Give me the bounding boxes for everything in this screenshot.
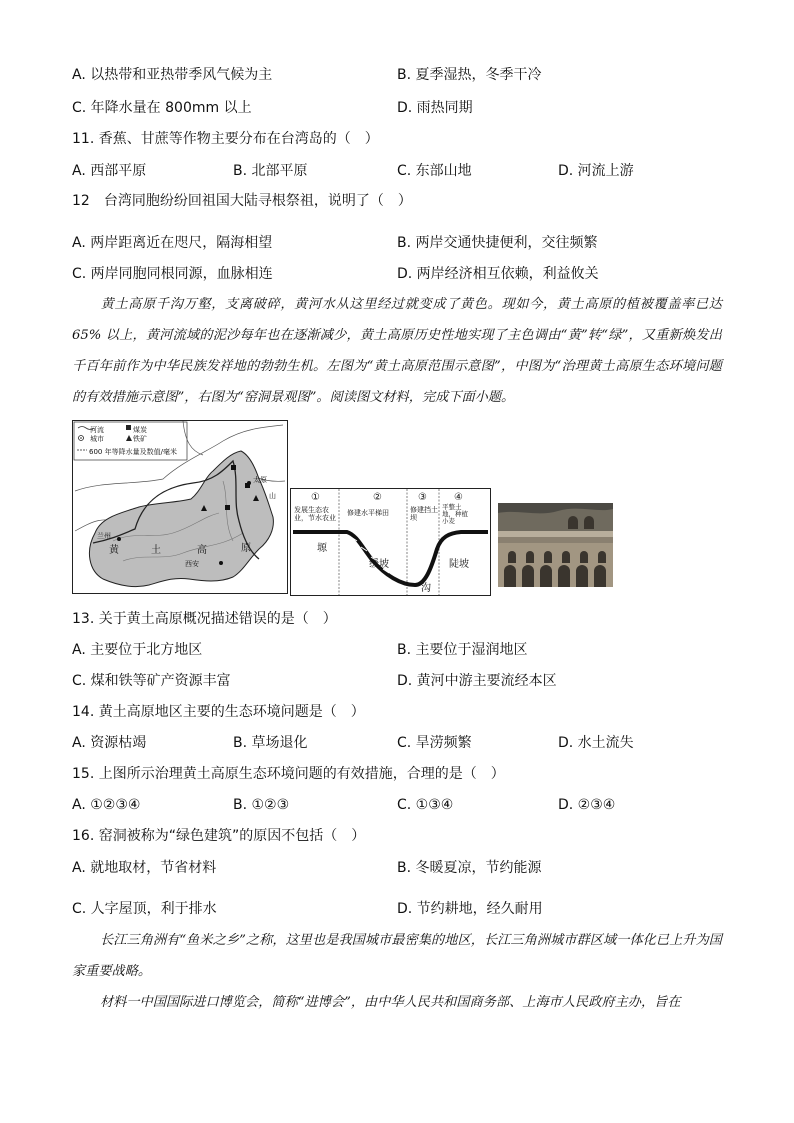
cave-dwelling-photo — [498, 503, 613, 587]
measure-number-2: ② — [373, 492, 382, 503]
q12-option-c: C. 两岸同胞同根同源，血脉相连 — [72, 266, 273, 282]
q16-option-b: B. 冬暖夏凉，节约能源 — [397, 860, 542, 876]
terrain-label-gully: 沟 — [421, 583, 431, 594]
q11-option-c: C. 东部山地 — [397, 163, 472, 179]
measure-number-3: ③ — [418, 492, 427, 503]
q12-option-a: A. 两岸距离近在咫尺，隔海相望 — [72, 235, 273, 251]
q14-option-b: B. 草场退化 — [233, 735, 308, 751]
q12-option-b: B. 两岸交通快捷便利，交往频繁 — [397, 235, 598, 251]
q13-stem: 13. 关于黄土高原概况描述错误的是（ ） — [72, 611, 337, 627]
q13-option-b: B. 主要位于湿润地区 — [397, 642, 528, 658]
loess-plateau-map — [72, 420, 288, 594]
q15-option-b: B. ①②③ — [233, 797, 290, 813]
q16-option-a: A. 就地取材，节省材料 — [72, 860, 217, 876]
q15-option-a: A. ①②③④ — [72, 797, 141, 813]
map-label-taiyuan: 太原 — [253, 476, 267, 484]
q10-option-c: C. 年降水量在 800mm 以上 — [72, 100, 252, 116]
expo-passage — [72, 987, 722, 1018]
q11-option-b: B. 北部平原 — [233, 163, 308, 179]
terrain-label-gentle-slope: 缓坡 — [369, 559, 389, 570]
map-label-yuan: 原 — [241, 543, 251, 554]
q15-option-c: C. ①③④ — [397, 797, 454, 813]
loess-passage — [72, 289, 722, 413]
q15-stem: 15. 上图所示治理黄土高原生态环境问题的有效措施，合理的是（ ） — [72, 766, 505, 782]
legend-iron-label: 铁矿 — [133, 435, 147, 443]
yangtze-passage — [72, 925, 722, 987]
measure-number-1: ① — [311, 492, 320, 503]
legend-coal-label: 煤炭 — [133, 426, 147, 434]
q14-option-c: C. 旱涝频繁 — [397, 735, 472, 751]
q16-option-c: C. 人字屋顶，利于排水 — [72, 901, 217, 917]
legend-isoline-label: 600 年等降水量及数值/毫米 — [89, 448, 177, 456]
legend-city-label: 城市 — [90, 435, 104, 443]
q10-option-b: B. 夏季湿热，冬季干冷 — [397, 67, 542, 83]
terrain-label-yuan: 塬 — [317, 543, 327, 554]
map-label-xian: 西安 — [185, 560, 199, 568]
q14-option-d: D. 水土流失 — [558, 735, 634, 751]
measures-diagram — [290, 488, 491, 596]
terrain-label-steep-slope: 陡坡 — [449, 559, 469, 570]
q10-option-a: A. 以热带和亚热带季风气候为主 — [72, 67, 273, 83]
q11-option-d: D. 河流上游 — [558, 163, 634, 179]
map-label-shan: 山 — [269, 492, 276, 500]
measure-number-4: ④ — [454, 492, 463, 503]
measure-label-1: 发展生态农业，节水农业 — [294, 506, 336, 522]
q12-option-d: D. 两岸经济相互依赖，利益攸关 — [397, 266, 599, 282]
q13-option-d: D. 黄河中游主要流经本区 — [397, 673, 557, 689]
q12-stem: 12 台湾同胞纷纷回祖国大陆寻根祭祖，说明了（ ） — [72, 193, 412, 209]
expo-passage-text: 材料一中国国际进口博览会，简称“进博会”，由中华人民共和国商务部、上海市人民政府主办，旨在 — [100, 995, 681, 1010]
q13-option-c: C. 煤和铁等矿产资源丰富 — [72, 673, 231, 689]
map-label-gao: 高 — [197, 545, 207, 556]
map-label-tu: 土 — [151, 545, 161, 556]
q13-option-a: A. 主要位于北方地区 — [72, 642, 203, 658]
loess-passage-text: 黄土高原千沟万壑，支离破碎，黄河水从这里经过就变成了黄色。现如今，黄土高原的植被覆盖率已达 65% 以上，黄河流域的泥沙每年也在逐渐减少，黄土高原历史性地实现了主色调由“黄”转“绿”，又重新焕发出千百年前作为中华民族发祥地的勃勃生机。左图为“黄土高原范围示意图”，中图为“治理黄土高原生态环境问题的有效措施示意图”，右图为“窑洞景观图”。阅读图文材料，完成下面小题。 — [72, 297, 722, 405]
yangtze-passage-text: 长江三角洲有“鱼米之乡”之称，这里也是我国城市最密集的地区，长江三角洲城市群区域一体化已上升为国家重要战略。 — [72, 933, 722, 979]
map-label-lanzhou: 兰州 — [97, 532, 111, 540]
q10-option-d: D. 雨热同期 — [397, 100, 473, 116]
measure-label-3: 修建挡土坝 — [410, 506, 438, 522]
measure-label-4: 平整土地，种植小麦 — [442, 503, 468, 525]
map-label-huang: 黄 — [109, 545, 119, 556]
q11-stem: 11. 香蕉、甘蔗等作物主要分布在台湾岛的（ ） — [72, 131, 379, 147]
q16-option-d: D. 节约耕地，经久耐用 — [397, 901, 543, 917]
q15-option-d: D. ②③④ — [558, 797, 616, 813]
measure-label-2: 修建水平梯田 — [347, 509, 389, 517]
q14-option-a: A. 资源枯竭 — [72, 735, 147, 751]
q16-stem: 16. 窑洞被称为“绿色建筑”的原因不包括（ ） — [72, 828, 366, 844]
q11-option-a: A. 西部平原 — [72, 163, 147, 179]
q14-stem: 14. 黄土高原地区主要的生态环境问题是（ ） — [72, 704, 365, 720]
legend-river-label: 河流 — [90, 426, 104, 434]
